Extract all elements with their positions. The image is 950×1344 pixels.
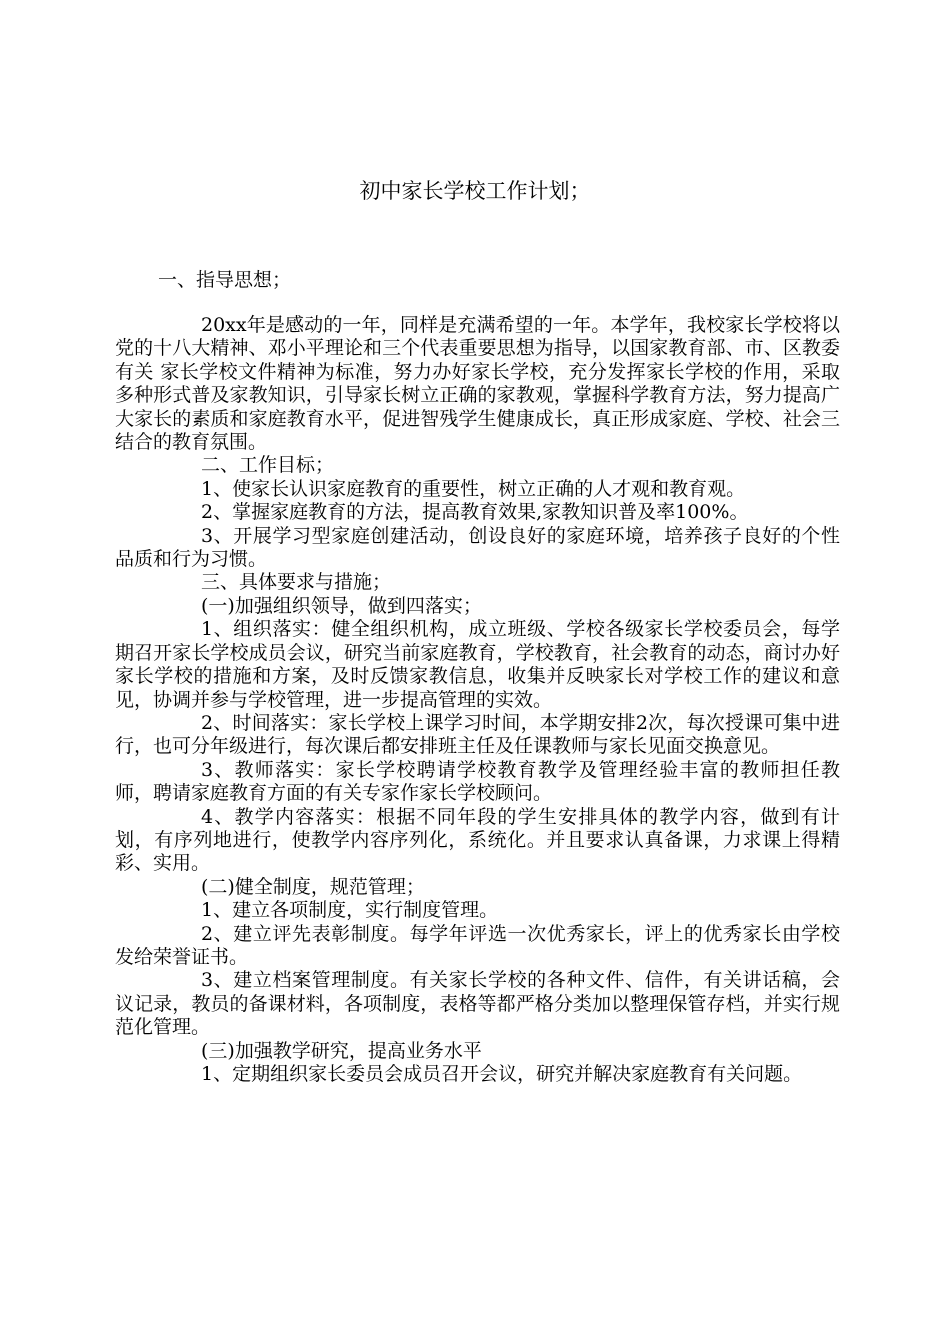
paragraph-intro: 20xx年是感动的一年，同样是充满希望的一年。本学年，我校家长学校将以党的十八大精神、邓小平理论和三个代表重要思想为指导，以国家教育部、市、区教委有关 家长学校文件精神为标准，努力办好家长学校，充分发挥家长学校的作用，采取多种形式普及家教知识，引导家长树立正确的家教观，掌握科学教育方法，努力提高广大家长的素质和家庭教育水平，促进智残学生健康成长，真正形成家庭、学校、社会三结合的教育氛围。 [115,314,840,454]
goal-item-3: 3、开展学习型家庭创建活动，创设良好的家庭环境，培养孩子良好的个性品质和行为习惯。 [115,524,840,571]
system-item-3: 3、建立档案管理制度。有关家长学校的各种文件、信件，有关讲话稿，会议记录，教员的备课材料，各项制度，表格等都严格分类加以整理保管存档，并实行规范化管理。 [115,969,840,1039]
section-heading-guiding-ideology: 一、指导思想； [158,269,292,291]
goal-item-1: 1、使家长认识家庭教育的重要性，树立正确的人才观和教育观。 [201,477,746,500]
measure-teachers: 3、教师落实：家长学校聘请学校教育教学及管理经验丰富的教师担任教师，聘请家庭教育方面的有关专家作家长学校顾问。 [115,758,840,805]
document-title: 初中家长学校工作计划； [359,179,591,203]
document-body [115,314,840,1086]
subsection-heading-organization: (一)加强组织领导，做到四落实； [201,594,482,617]
subsection-heading-research: (三)加强教学研究，提高业务水平 [201,1039,482,1062]
measure-organization: 1、组织落实：健全组织机构，成立班级、学校各级家长学校委员会，每学期召开家长学校成员会议，研究当前家庭教育，学校教育，社会教育的动态，商讨办好 家长学校的措施和方案，及时反馈家教信息，收集并反映家长对学校工作的建议和意见，协调并参与学校管理，进一步提高管理的实效。 [115,618,840,711]
measure-content: 4、教学内容落实：根据不同年段的学生安排具体的教学内容，做到有计划，有序列地进行，使教学内容序列化，系统化。并且要求认真备课，力求课上得精彩、实用。 [115,805,840,875]
subsection-heading-system: (二)健全制度，规范管理； [201,875,425,898]
system-item-1: 1、建立各项制度，实行制度管理。 [201,899,499,922]
section-heading-goals: 二、工作目标； [201,454,335,477]
research-item-1: 1、定期组织家长委员会成员召开会议，研究并解决家庭教育有关问题。 [201,1063,803,1085]
system-item-2: 2、建立评先表彰制度。每学年评选一次优秀家长，评上的优秀家长由学校发给荣誉证书。 [115,922,840,968]
goal-item-2: 2、掌握家庭教育的方法，提高教育效果,家教知识普及率100%。 [201,501,749,524]
measure-time: 2、时间落实：家长学校上课学习时间，本学期安排2次，每次授课可集中进行，也可分年级进行，每次课后都安排班主任及任课教师与家长见面交换意见。 [115,711,840,758]
section-heading-measures: 三、具体要求与措施； [201,571,392,594]
